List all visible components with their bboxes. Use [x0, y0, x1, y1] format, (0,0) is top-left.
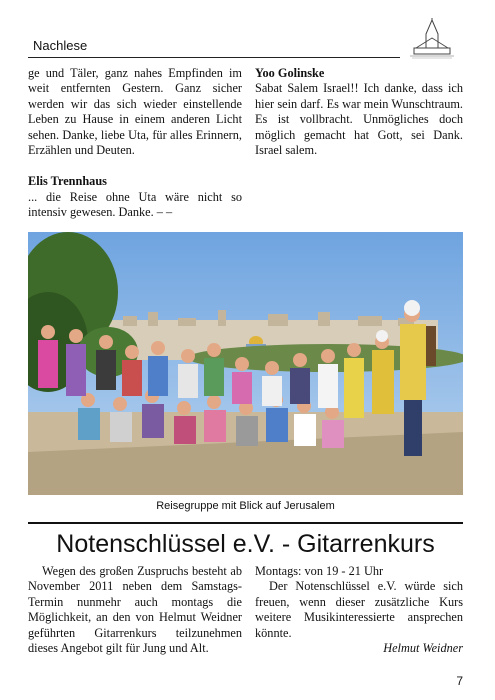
church-logo-icon [404, 18, 460, 60]
section-label: Nachlese [33, 38, 88, 53]
left-paragraph-2: ... die Reise ohne Uta wäre nicht so intensiv gewesen. Danke. – – [28, 189, 242, 220]
section-divider [28, 522, 463, 524]
article-title: Notenschlüssel e.V. - Gitarrenkurs [56, 530, 435, 558]
article-right-column [255, 564, 463, 656]
photo-caption: Reisegruppe mit Blick auf Jerusalem [156, 500, 335, 512]
header-divider [28, 57, 400, 58]
group-photo [28, 232, 463, 495]
page-number: 7 [456, 674, 463, 688]
author-name-right: Yoo Golinske [255, 66, 325, 80]
right-paragraph: Sabat Salem Israel!! Ich danke, dass ich hier sein darf. Es war mein Wunschtraum. Es ist vollbracht. Unmögliches doch möglich gemacht hat Gott, sei Dank. Israel salem. [255, 81, 463, 158]
author-name: Elis Trennhaus [28, 174, 107, 189]
article-paragraph: Wegen des großen Zuspruchs besteht ab November 2011 neben dem Samstags-Termin nunmehr auch montags die Möglichkeit, an den von Helmut Weidner geführten Gitarrenkurs teilzunehmen dieses Angebot gilt für Jung und Alt. [28, 564, 242, 656]
left-paragraph: ge und Täler, ganz nahes Empfinden im weit entfernten Gestern. Ganz sicher werden wir das sich wieder einstellende Leben zu Hause in einem anderen Licht sehen. Danke, liebe Uta, für alles Erinnern, Erzählen und Deuten. [28, 66, 242, 158]
signature: Helmut Weidner [383, 641, 463, 656]
left-column [28, 66, 242, 221]
article-paragraph-2: Der Notenschlüssel e.V. würde sich freuen, wenn dieser zusätzliche Kurs weitere Musikinteressierte ansprechen könnte. [255, 579, 463, 640]
right-column [255, 66, 463, 158]
article-left-column [28, 564, 242, 656]
schedule-line: Montags: von 19 - 21 Uhr [255, 564, 384, 578]
